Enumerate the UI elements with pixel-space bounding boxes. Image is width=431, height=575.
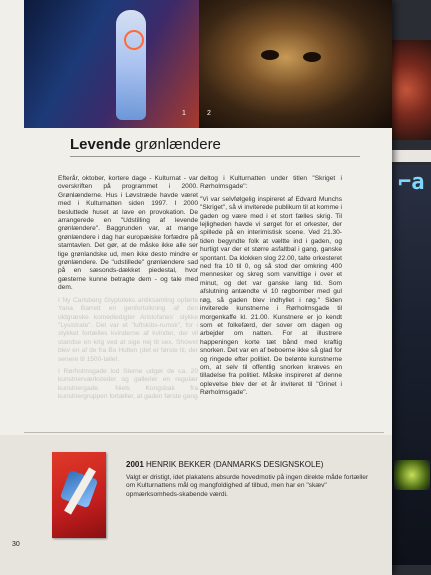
next-page-strip	[390, 150, 431, 162]
award-year: 2001	[126, 460, 144, 469]
photo-figure-crosshair	[24, 0, 199, 128]
next-page-glow-spot	[394, 460, 430, 490]
left-column	[58, 175, 198, 406]
next-page-glow-letters: ⌐a	[398, 170, 425, 195]
mask-eye	[261, 50, 279, 60]
crosshair-icon	[124, 30, 144, 50]
paragraph: Efterår, oktober, kortere dage - Kulturnat - var overskriften på programmet i 2000. Grønlænderne. Hus i Løvstræde havde været med i Kulturnatten siden 1997. I 2000 besluttede huset at lave en provokation. De arrangerede en "Udstilling af levende grønlændere". Baggrunden var, at mange grønlændere i dag har europæiske forfædre på stamtavlen. Det gør, at de måske ikke alle ser lige grønlandske ud, men ikke desto mindre er grønlændere. De "udstillede" grønlændere sad på en sæsonds-dækket piedestal, hvor gæsterne kunne betragte dem - og tale med dem.	[58, 175, 198, 292]
paragraph-faded: I Rørholmsgade lod Sterne udgør de ca. 20 kunstnerværksteder og gallerier en regulær kunstnergade. Niels Kongsbak fra kunstnergruppen fortæller, at gaden første gang	[58, 367, 198, 401]
heading-rule	[70, 156, 360, 157]
award-designer: HENRIK BEKKER (DANMARKS DESIGNSKOLE)	[146, 460, 324, 469]
award-text: Valgt er dristigt, idet plakatens absurde hovedmotiv på ingen direkte måde fortæller om Kulturnattens mål og mangfoldighed af tilbud, men har en "skæv" opmærksomheds-skabende værdi.	[126, 474, 369, 498]
paragraph-faded: I Ny Carlsberg Glyptoteks antiksamling opførte Yana Barrett en genfortolkning af den oldgræske komediedigter Aristofanes' stykke "Lysistrate". Det var et "luftskibs-rumsk", for i stykket fortælles kvinderne af kvinder, der vil standse en krig ved at sige nej til sex. Showet blev en af de fra Bo Holten (det er første til, der senere til 1500-tallet.	[58, 296, 198, 363]
photo-row	[24, 0, 392, 128]
right-column	[200, 175, 342, 402]
award-heading	[126, 460, 323, 469]
poster-thumbnail	[52, 452, 106, 538]
photo-mask	[199, 0, 392, 128]
mask-eye	[303, 52, 321, 62]
next-page-image-bottom	[390, 165, 431, 565]
next-page-image-top	[390, 40, 431, 140]
article-heading	[70, 136, 221, 153]
photo-number: 1	[182, 110, 186, 117]
photo-number: 2	[207, 110, 211, 117]
paragraph: deltog i Kulturnatten under titlen "Skriget i Rørholmsgade":	[200, 175, 342, 191]
footer-rule	[24, 432, 384, 433]
heading-rest: grønlændere	[130, 136, 221, 153]
page-number: 30	[12, 541, 20, 548]
heading-bold: Levende	[70, 136, 131, 153]
paragraph: "Vi var selvfølgelig inspireret af Edvard Munchs "Skriget", så vi inviterede publikum til at komme i gaden og være med i et stort fælles skrig. Til lejligheden havde vi sørget for et orkester, der spillede på en interimistisk scene. Ved 21.30-tiden begyndte folk at væltte ind i gaden, og hurtigt var der et større asfaltbal i gang, ganske spontant. Da klokken slog 22.00, talte orkesteret ned fra 10 til 0, og så stod der omkring 400 mennesker og skreg som vanvittige i over et minut, og det var ganske lang tid. Som afslutning antændte vi 10 røgbomber med gul røg, så gaden blev indhyllet i røg." Siden inviterede kunstnerne i Rørholmsgade til morgenkaffe kl. 21.00. Kunstnere er jo kendt som et folkefærd, der sover om dagen og arbejder om natten. For at illustrere happeningen korte tæt bånd med kraftig snorken. Det var en af beboerne ikke så glad for og ringede efter politiet. De belønte kunstnerne om, at selv til offentlig snorken kræves en tilladelse fra politiet. Måske inspireret af denne oplevelse blev der et år inviteret til "Grinet i Rørholmsgade".	[200, 195, 342, 397]
figure-silhouette	[116, 10, 146, 120]
